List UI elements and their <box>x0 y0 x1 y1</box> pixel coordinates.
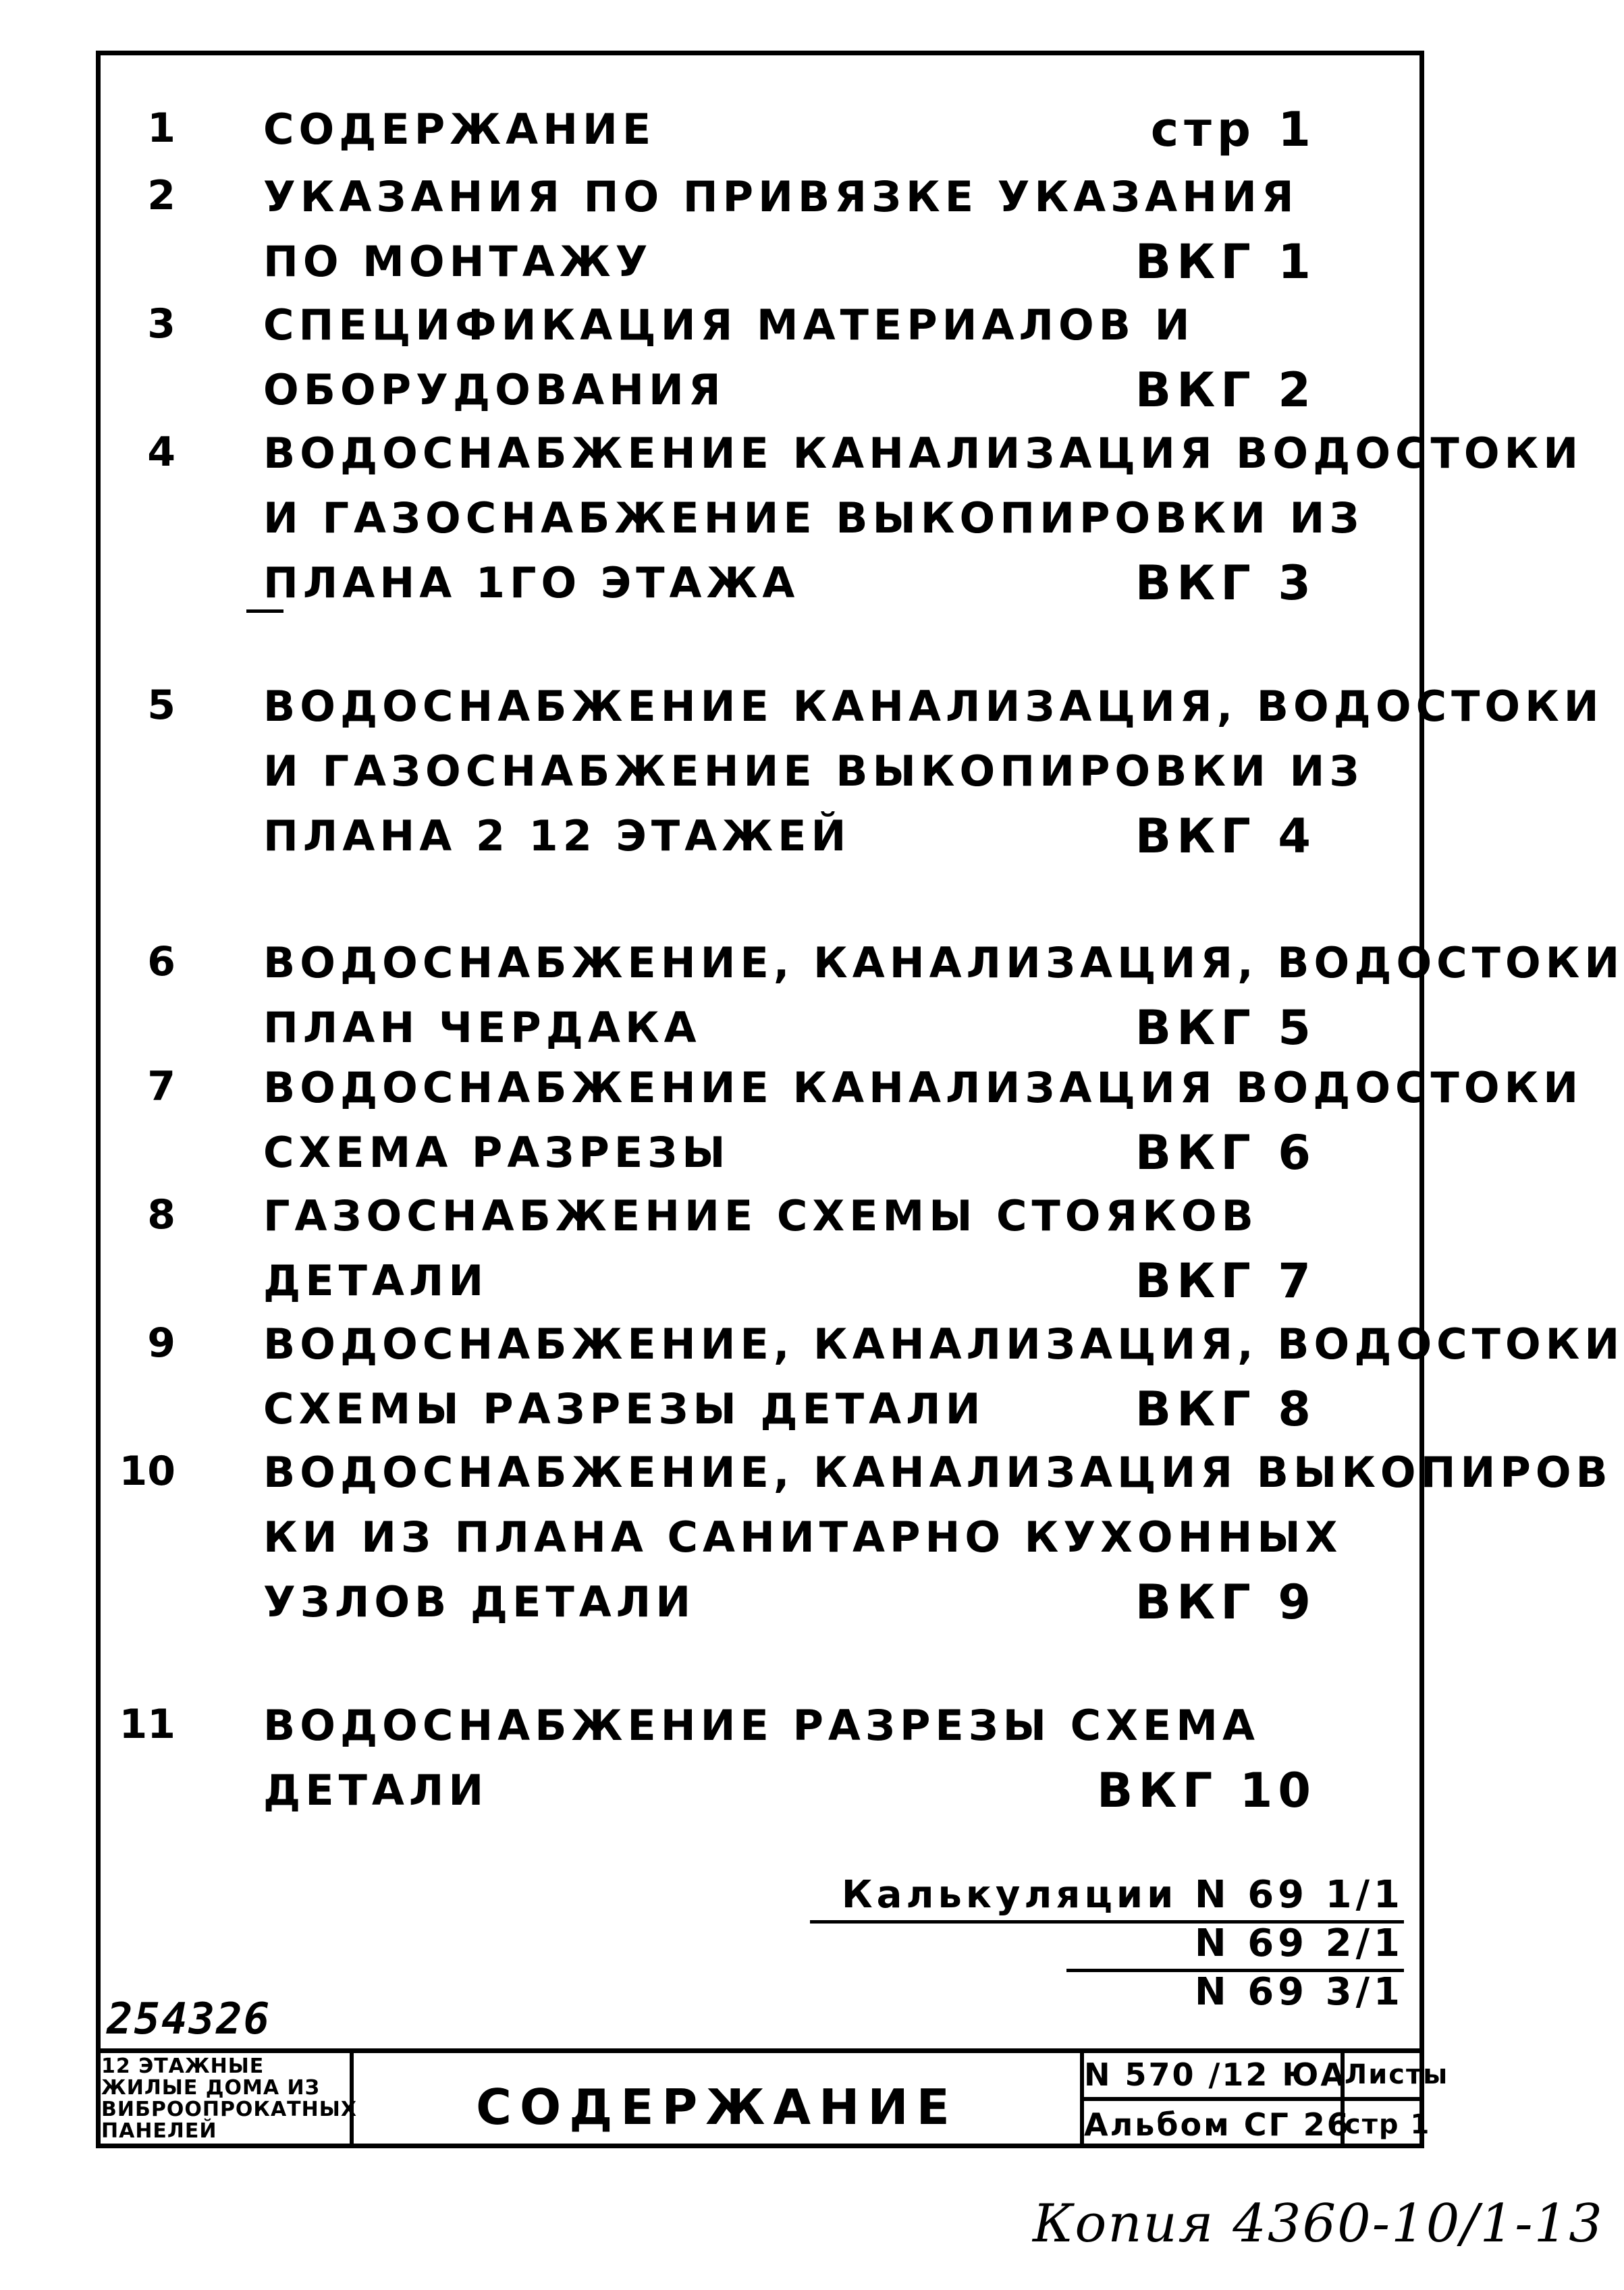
toc-item-number: 2 <box>147 172 175 219</box>
toc-item-number: 11 <box>119 1701 175 1748</box>
project-name: 12 ЭТАЖНЫЕ ЖИЛЫЕ ДОМА ИЗ ВИБРООПРОКАТНЫХ ПАНЕЛЕЙ <box>101 2054 357 2143</box>
toc-item-text: СОДЕРЖАНИЕ <box>263 105 656 154</box>
toc-item-text: СПЕЦИФИКАЦИЯ МАТЕРИАЛОВ И <box>263 300 1195 350</box>
toc-item-text: КИ ИЗ ПЛАНА САНИТАРНО КУХОННЫХ <box>263 1512 1343 1562</box>
toc-item-text: ДЕТАЛИ <box>263 1256 489 1305</box>
toc-item-text: И ГАЗОСНАБЖЕНИЕ ВЫКОПИРОВКИ ИЗ <box>263 746 1364 796</box>
toc-item-sheet-ref: ВКГ 9 <box>1135 1575 1316 1630</box>
title-block-sheet <box>1345 2053 1449 2148</box>
album-number: Альбом СГ 26 <box>1084 2106 1351 2143</box>
calculation-line-1: Калькуляции N 69 1/1 <box>841 1873 1404 1917</box>
toc-item <box>101 1313 1624 1442</box>
toc-item-number: 10 <box>119 1448 175 1495</box>
toc-item-text: ПЛАНА 1ГО ЭТАЖА <box>263 558 800 607</box>
sheet-label-cell <box>1345 2053 1449 2101</box>
toc-item-sheet-ref: ВКГ 10 <box>1097 1763 1316 1818</box>
toc-item-sheet-ref: ВКГ 8 <box>1135 1382 1316 1437</box>
toc-item-sheet-ref: стр 1 <box>1150 102 1316 157</box>
toc-item-text: ДЕТАЛИ <box>263 1766 489 1815</box>
toc-item-text: СХЕМЫ РАЗРЕЗЫ ДЕТАЛИ <box>263 1384 985 1434</box>
toc-item-number: 6 <box>147 938 175 985</box>
toc-item-text: УКАЗАНИЯ ПО ПРИВЯЗКЕ УКАЗАНИЯ <box>263 172 1299 221</box>
toc-item-number: 5 <box>147 682 175 729</box>
toc-item-text: ВОДОСНАБЖЕНИЕ КАНАЛИЗАЦИЯ ВОДОСТОКИ <box>263 429 1584 478</box>
toc-item-number: 8 <box>147 1191 175 1238</box>
toc-item-number: 7 <box>147 1063 175 1110</box>
document-title: СОДЕРЖАНИЕ <box>476 2079 958 2135</box>
page-number: стр 1 <box>1345 2108 1431 2140</box>
calculation-line-2: N 69 2/1 <box>1194 1921 1404 1965</box>
toc-item-number: 3 <box>147 300 175 348</box>
toc-item-text: ВОДОСНАБЖЕНИЕ, КАНАЛИЗАЦИЯ, ВОДОСТОКИ <box>263 1319 1624 1369</box>
toc-item <box>101 165 1316 295</box>
title-block-title <box>354 2053 1084 2148</box>
handwritten-copy-note: Копия 4360-10/1-13 <box>1033 2193 1604 2254</box>
title-block-series <box>1084 2053 1351 2148</box>
toc-item <box>101 1441 1613 1635</box>
toc-item-text: СХЕМА РАЗРЕЗЫ <box>263 1128 730 1177</box>
toc-item-sheet-ref: ВКГ 2 <box>1135 362 1316 418</box>
toc-item-sheet-ref: ВКГ 3 <box>1135 555 1316 611</box>
toc-item <box>101 675 1604 869</box>
toc-item <box>101 98 1316 163</box>
title-block <box>96 2048 1449 2148</box>
series-cell <box>1084 2053 1347 2101</box>
toc-item-sheet-ref: ВКГ 1 <box>1135 234 1316 290</box>
toc-item-sheet-ref: ВКГ 6 <box>1135 1125 1316 1180</box>
page-cell <box>1345 2101 1431 2149</box>
toc-item-text: ГАЗОСНАБЖЕНИЕ СХЕМЫ СТОЯКОВ <box>263 1191 1258 1241</box>
toc-item-text: И ГАЗОСНАБЖЕНИЕ ВЫКОПИРОВКИ ИЗ <box>263 493 1364 543</box>
title-block-project <box>96 2053 357 2148</box>
calculation-references <box>796 1873 1404 2019</box>
inventory-number: 254326 <box>107 1994 271 2044</box>
toc-item-text: ПЛАНА 2 12 ЭТАЖЕЙ <box>263 811 851 861</box>
toc-item-number: 1 <box>147 105 175 152</box>
toc-item-number: 9 <box>147 1319 175 1367</box>
toc-item-sheet-ref: ВКГ 5 <box>1135 1000 1316 1056</box>
toc-item <box>101 422 1584 616</box>
album-cell <box>1084 2101 1351 2149</box>
calculation-line-3: N 69 3/1 <box>1194 1970 1404 2014</box>
toc-item-text: ВОДОСНАБЖЕНИЕ КАНАЛИЗАЦИЯ ВОДОСТОКИ <box>263 1063 1584 1112</box>
sheet-label: Листы <box>1345 2059 1449 2091</box>
toc-item-text: ВОДОСНАБЖЕНИЕ, КАНАЛИЗАЦИЯ, ВОДОСТОКИ <box>263 938 1624 987</box>
toc-item <box>101 931 1624 1061</box>
toc-item-text: ВОДОСНАБЖЕНИЕ КАНАЛИЗАЦИЯ, ВОДОСТОКИ <box>263 682 1604 731</box>
toc-item-sheet-ref: ВКГ 4 <box>1135 809 1316 864</box>
series-number: N 570 /12 ЮА <box>1084 2056 1347 2094</box>
toc-item <box>101 294 1316 423</box>
toc-item-text: ВОДОСНАБЖЕНИЕ, КАНАЛИЗАЦИЯ ВЫКОПИРОВ <box>263 1448 1613 1497</box>
toc-item <box>101 1184 1316 1314</box>
underline-mark <box>246 609 283 613</box>
toc-item-text: УЗЛОВ ДЕТАЛИ <box>263 1577 696 1627</box>
toc-item-text: ОБОРУДОВАНИЯ <box>263 365 726 414</box>
toc-item-text: ПО МОНТАЖУ <box>263 237 653 286</box>
toc-item-text: ПЛАН ЧЕРДАКА <box>263 1003 701 1052</box>
toc-item-sheet-ref: ВКГ 7 <box>1135 1253 1316 1309</box>
toc-item-number: 4 <box>147 429 175 476</box>
toc-item <box>101 1056 1584 1186</box>
toc-item <box>101 1694 1316 1824</box>
toc-item-text: ВОДОСНАБЖЕНИЕ РАЗРЕЗЫ СХЕМА <box>263 1701 1260 1750</box>
